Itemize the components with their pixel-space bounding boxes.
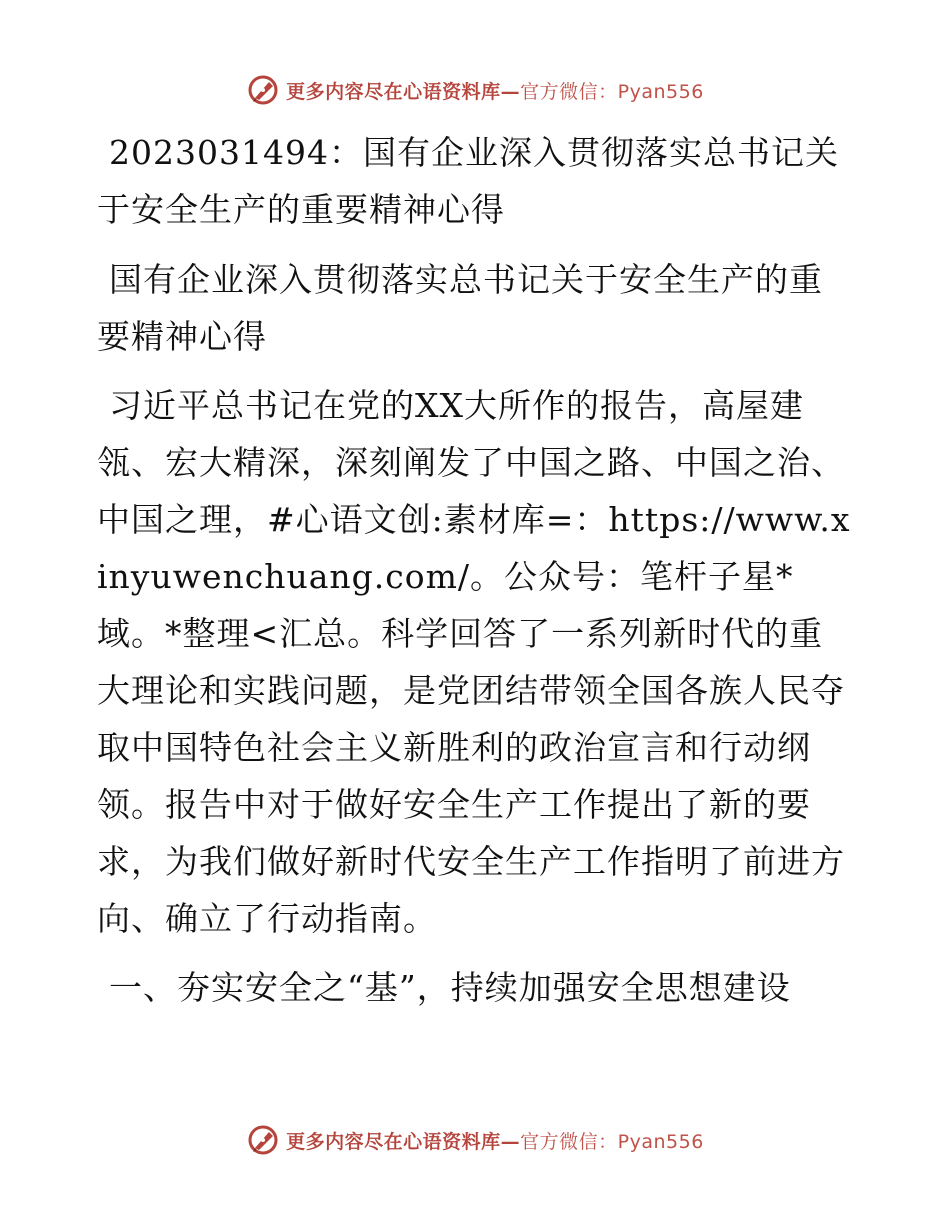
- body-paragraph: 习近平总书记在党的XX大所作的报告，高屋建瓴、宏大精深，深刻阐发了中国之路、中国之治、中国之理，#心语文创:素材库=：https://www.xinyuwenchuang.com/。公众号：笔杆子星*域。*整理<汇总。科学回答了一系列新时代的重大理论和实践问题，是党团结带领全国各族人民夺取中国特色社会主义新胜利的政治宣言和行动纲领。报告中对于做好安全生产工作提出了新的要求，为我们做好新时代安全生产工作指明了前进方向、确立了行动指南。: [97, 386, 851, 938]
- header-banner: [0, 70, 950, 110]
- pen-logo-icon: [246, 73, 280, 107]
- document-body: [97, 124, 853, 1028]
- footer-banner: [0, 1120, 950, 1160]
- pen-logo-icon: [246, 1123, 280, 1157]
- header-banner-text: 更多内容尽在心语资料库—官方微信：Pyan556: [286, 80, 704, 103]
- section-heading: 一、夯实安全之“基”，持续加强安全思想建设: [109, 968, 791, 1007]
- document-title: 2023031494：国有企业深入贯彻落实总书记关于安全生产的重要精神心得: [97, 133, 839, 229]
- document-subtitle: 国有企业深入贯彻落实总书记关于安全生产的重要精神心得: [97, 260, 823, 356]
- footer-banner-text: 更多内容尽在心语资料库—官方微信：Pyan556: [286, 1130, 704, 1153]
